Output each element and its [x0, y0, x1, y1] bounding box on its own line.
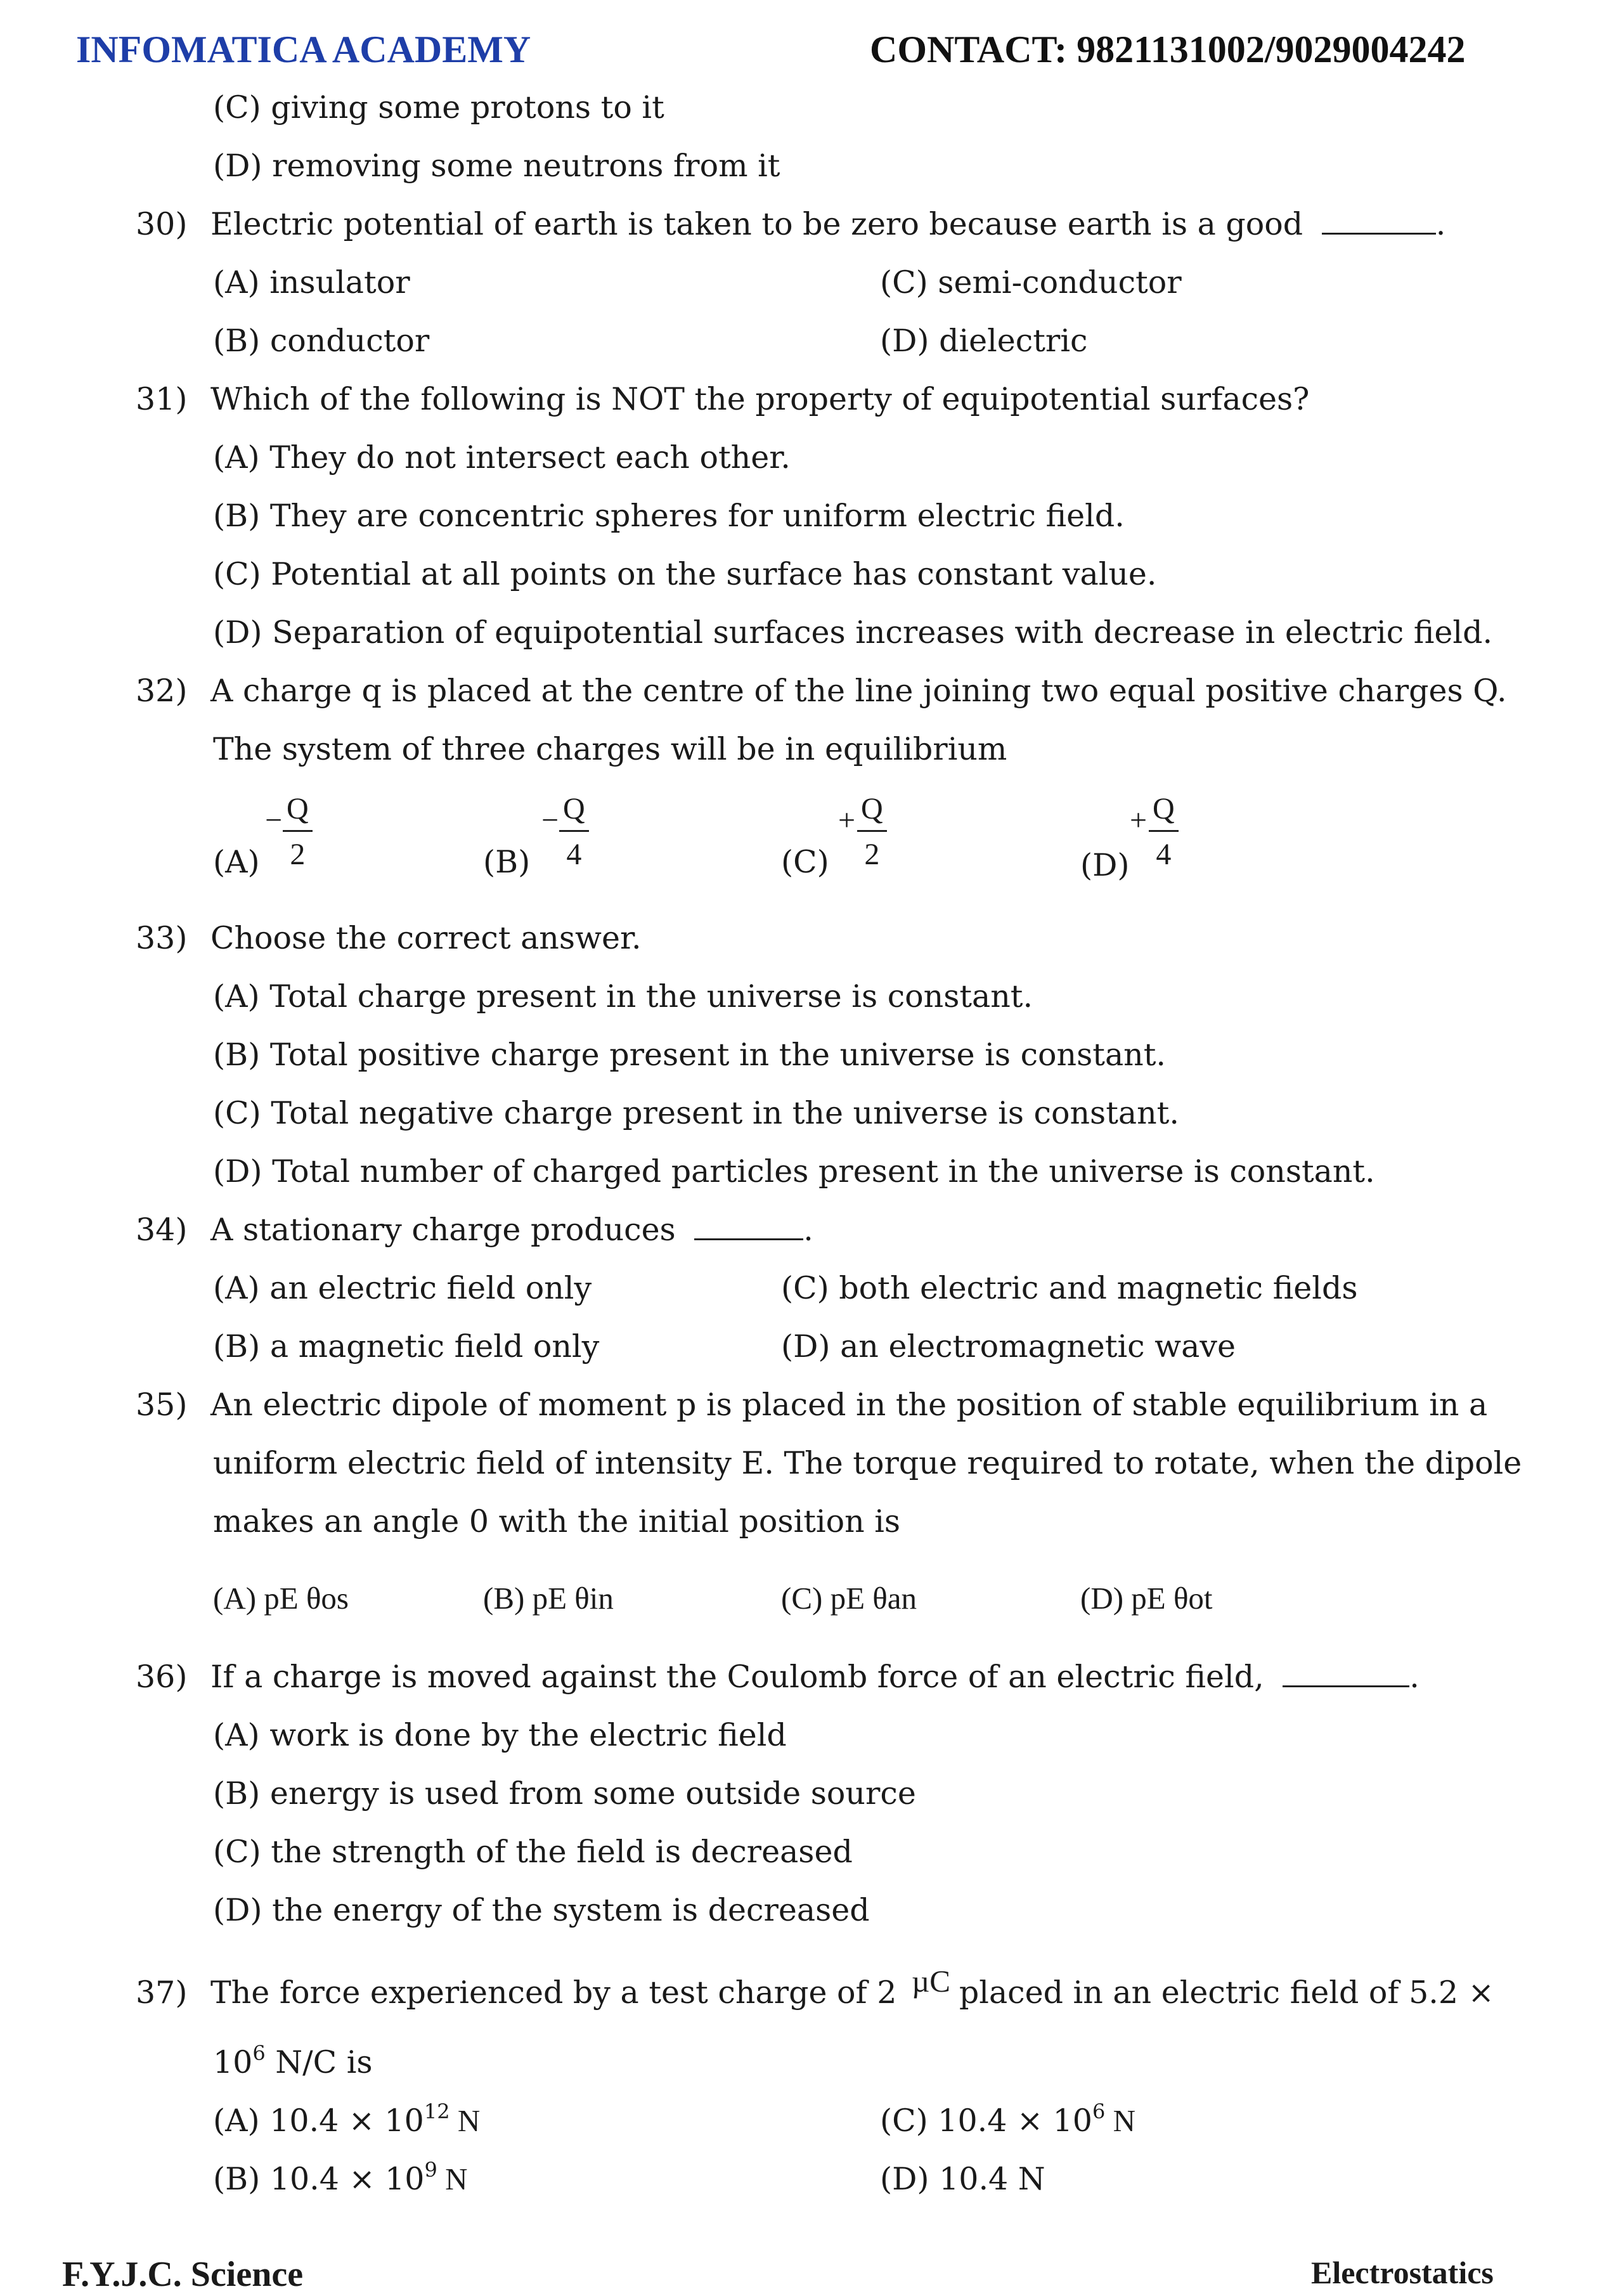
option-text: (A) 10.4 × 10: [213, 2103, 424, 2139]
question-text: If a charge is moved against the Coulomb force of an electric field,: [210, 1659, 1264, 1695]
question-text: Choose the correct answer.: [210, 920, 642, 956]
header-academy-name: INFOMATICA ACADEMY: [76, 29, 531, 70]
question-number: 31): [136, 381, 188, 417]
question-text: A stationary charge produces: [210, 1212, 676, 1248]
footer-class: F.Y.J.C. Science: [62, 2255, 304, 2294]
q34-option-a: (A) an electric field only: [213, 1270, 592, 1306]
option-exponent: 12: [424, 2099, 450, 2124]
q31-option-d: (D) Separation of equipotential surfaces increases with decrease in electric field.: [213, 614, 1493, 651]
fraction-numerator: Q: [283, 791, 313, 832]
q32-option-a-sign: −: [265, 803, 283, 837]
answer-blank: [1283, 1685, 1409, 1687]
q32-option-d-sign: +: [1130, 803, 1148, 837]
power-exponent: 6: [252, 2041, 266, 2065]
power-base: 10: [213, 2044, 253, 2080]
q37-question-line2: [213, 2041, 373, 2080]
question-end: .: [1435, 206, 1446, 242]
q33-option-a: (A) Total charge present in the universe is constant.: [213, 978, 1033, 1015]
q29-option-d: (D) removing some neutrons from it: [213, 148, 780, 184]
question-text: The force experienced by a test charge of 2: [210, 1975, 897, 2011]
option-exponent: 6: [1092, 2099, 1106, 2124]
q32-option-a-fraction: [283, 791, 313, 872]
q34-option-b: (B) a magnetic field only: [213, 1328, 600, 1365]
q35-question-line1: [136, 1387, 1488, 1423]
q35-option-a: (A) pE θos: [213, 1581, 349, 1616]
question-number: 35): [136, 1387, 188, 1423]
q32-option-a-label: (A): [213, 844, 260, 880]
option-text: (B) 10.4 × 10: [213, 2161, 425, 2197]
option-text: (C) 10.4 × 10: [880, 2103, 1092, 2139]
fraction-denominator: 4: [566, 838, 582, 871]
q36-option-c: (C) the strength of the field is decreased: [213, 1834, 853, 1870]
question-text: Electric potential of earth is taken to be zero because earth is a good: [210, 206, 1303, 242]
fraction-denominator: 2: [290, 838, 306, 871]
footer-chapter: Electrostatics: [1311, 2255, 1494, 2290]
q32-option-c-fraction: [857, 791, 887, 872]
option-unit: N: [1105, 2103, 1135, 2138]
q32-option-c-label: (C): [781, 844, 829, 880]
q30-option-c: (C) semi-conductor: [880, 264, 1182, 301]
q36-option-b: (B) energy is used from some outside source: [213, 1775, 916, 1812]
q34-option-c: (C) both electric and magnetic fields: [781, 1270, 1358, 1306]
q32-question-line1: [136, 673, 1507, 709]
q29-option-c: (C) giving some protons to it: [213, 89, 664, 126]
question-number: 37): [136, 1975, 188, 2011]
q37-question-line1: [136, 1964, 1494, 2011]
fraction-denominator: 4: [1156, 838, 1172, 871]
q32-option-b-label: (B): [483, 844, 531, 880]
question-text: An electric dipole of moment p is placed in the position of stable equilibrium in a: [210, 1387, 1488, 1423]
option-unit: N: [437, 2162, 468, 2196]
q34-option-d: (D) an electromagnetic wave: [781, 1328, 1236, 1365]
q36-option-d: (D) the energy of the system is decreased: [213, 1892, 870, 1928]
question-text: Which of the following is NOT the property of equipotential surfaces?: [210, 381, 1310, 417]
fraction-numerator: Q: [1149, 791, 1179, 832]
q32-option-b-fraction: [559, 791, 589, 872]
q35-question-line2: uniform electric field of intensity E. The torque required to rotate, when the dipole: [213, 1445, 1522, 1481]
fraction-denominator: 2: [864, 838, 880, 871]
option-unit: N: [449, 2103, 481, 2138]
q35-option-c: (C) pE θan: [781, 1581, 917, 1616]
q35-option-d: (D) pE θot: [1080, 1581, 1213, 1616]
q36-question: [136, 1659, 1419, 1695]
q37-option-d: (D) 10.4 N: [880, 2161, 1045, 2197]
question-text-cont: placed in an electric field of 5.2 ×: [959, 1975, 1494, 2011]
question-number: 36): [136, 1659, 188, 1695]
q32-option-b-sign: −: [541, 803, 559, 837]
q31-option-b: (B) They are concentric spheres for uniform electric field.: [213, 498, 1125, 534]
question-end: .: [1409, 1659, 1419, 1695]
question-text-end: N/C is: [265, 2044, 373, 2080]
q31-question: [136, 381, 1310, 417]
q36-option-a: (A) work is done by the electric field: [213, 1717, 787, 1753]
q37-option-c: [880, 2099, 1135, 2139]
q30-option-b: (B) conductor: [213, 323, 430, 359]
q32-option-d-label: (D): [1080, 847, 1130, 883]
answer-blank: [1322, 232, 1436, 235]
q35-option-b: (B) pE θin: [483, 1581, 614, 1616]
question-number: 30): [136, 206, 188, 242]
charge-unit: µC: [911, 1964, 950, 1999]
q37-option-a: [213, 2099, 481, 2139]
option-exponent: 9: [424, 2158, 437, 2182]
answer-blank: [694, 1238, 803, 1240]
question-number: 34): [136, 1212, 188, 1248]
question-number: 33): [136, 920, 188, 956]
q35-question-line3: makes an angle 0 with the initial position is: [213, 1503, 901, 1540]
q32-question-line2: The system of three charges will be in equilibrium: [213, 731, 1007, 767]
q34-question: [136, 1212, 813, 1248]
q37-option-b: [213, 2158, 468, 2197]
header-contact: CONTACT: 9821131002/9029004242: [870, 29, 1466, 70]
q33-option-d: (D) Total number of charged particles present in the universe is constant.: [213, 1153, 1375, 1190]
q33-option-b: (B) Total positive charge present in the universe is constant.: [213, 1037, 1166, 1073]
q33-option-c: (C) Total negative charge present in the universe is constant.: [213, 1095, 1179, 1131]
q31-option-c: (C) Potential at all points on the surface has constant value.: [213, 556, 1157, 592]
q32-option-d-fraction: [1149, 791, 1179, 872]
q30-option-a: (A) insulator: [213, 264, 410, 301]
question-end: .: [803, 1212, 813, 1248]
fraction-numerator: Q: [559, 791, 589, 832]
question-number: 32): [136, 673, 188, 709]
question-text: A charge q is placed at the centre of the line joining two equal positive charges Q.: [210, 673, 1507, 709]
q30-question: [136, 206, 1446, 242]
fraction-numerator: Q: [857, 791, 887, 832]
q33-question: [136, 920, 642, 956]
q31-option-a: (A) They do not intersect each other.: [213, 439, 791, 476]
q30-option-d: (D) dielectric: [880, 323, 1088, 359]
q32-option-c-sign: +: [838, 803, 856, 837]
